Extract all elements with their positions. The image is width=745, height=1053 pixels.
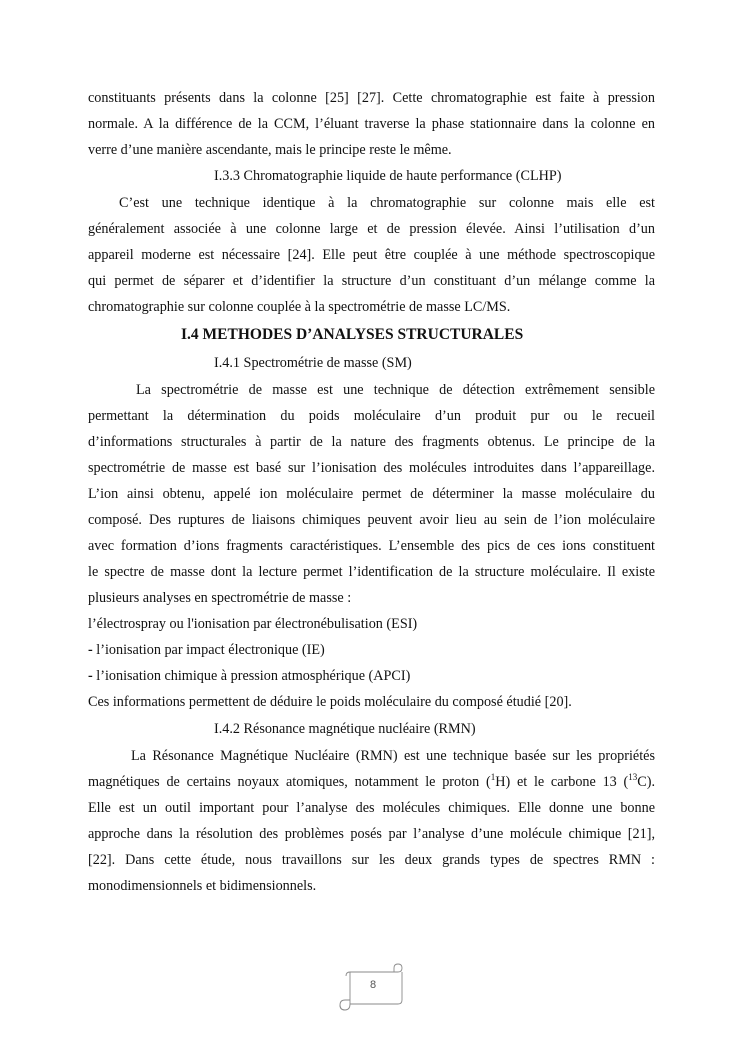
paragraph-line: le spectre de masse dont la lecture permet l’identification de la structure moléculaire. Il existe [88, 564, 655, 580]
paragraph-line: composé. Des ruptures de liaisons chimiques peuvent avoir lieu au sein de l’ion moléculaire [88, 512, 655, 528]
list-item [88, 666, 655, 686]
paragraph-line: qui permet de séparer et d’identifier la structure d’un constituant d’un mélange comme la [88, 273, 655, 289]
paragraph-line: L’ion ainsi obtenu, appelé ion moléculaire permet de déterminer la masse moléculaire du [88, 486, 655, 502]
paragraph-line: monodimensionnels et bidimensionnels. [88, 878, 317, 894]
paragraph-line: chromatographie sur colonne couplée à la spectrométrie de masse LC/MS. [88, 299, 511, 315]
page-number: 8 [369, 979, 377, 991]
paragraph-line: plusieurs analyses en spectrométrie de masse : [88, 590, 352, 606]
dash-marker: - [88, 668, 93, 684]
list-item-text: l’ionisation par impact électronique (IE) [96, 642, 325, 658]
paragraph-line: C’est une technique identique à la chromatographie sur colonne mais elle est [119, 195, 655, 211]
list-item-text: l’ionisation chimique à pression atmosphérique (APCI) [96, 668, 411, 684]
superscript: 1 [490, 772, 496, 782]
paragraph-line: généralement associée à une colonne large et de pression élevée. Ainsi l’utilisation d’un [88, 221, 655, 237]
paragraph-line: approche dans la résolution des problèmes posés par l’analyse d’une molécule chimique [21], [88, 826, 655, 842]
paragraph-line: appareil moderne est nécessaire [24]. Elle peut être couplée à une méthode spectroscopique [88, 247, 655, 263]
dash-marker: - [88, 642, 93, 658]
paragraph-line: constituants présents dans la colonne [25] [27]. Cette chromatographie est faite à pression [88, 90, 655, 106]
paragraph-line: spectrométrie de masse est basé sur l’ionisation des molécules introduites dans l’appareillage. [88, 460, 655, 476]
paragraph-line: verre d’une manière ascendante, mais le principe reste le même. [88, 142, 452, 158]
list-item [88, 640, 655, 660]
section-title-sm: I.4.1 Spectrométrie de masse (SM) [214, 355, 412, 371]
paragraph-line: permettant la détermination du poids moléculaire d’un produit pur ou le recueil [88, 408, 655, 424]
list-item [88, 614, 655, 634]
paragraph-line: Elle est un outil important pour l’analyse des molécules chimiques. Elle donne une bonne [88, 800, 655, 816]
paragraph-line: avec formation d’ions fragments caractéristiques. L’ensemble des pics de ces ions constituent [88, 538, 655, 554]
paragraph-line: La spectrométrie de masse est une technique de détection extrêmement sensible [136, 382, 655, 398]
paragraph-line: magnétiques de certains noyaux atomiques, notamment le proton ($^1$H) et le carbone 13 ($^{13}$C). [88, 772, 655, 790]
paragraph-line: Ces informations permettent de déduire le poids moléculaire du composé étudié [20]. [88, 694, 572, 710]
page-number-scroll [336, 960, 410, 1014]
section-title-clhp: I.3.3 Chromatographie liquide de haute performance (CLHP) [214, 168, 562, 184]
section-title-rmn: I.4.2 Résonance magnétique nucléaire (RMN) [214, 721, 476, 737]
superscript: 13 [628, 772, 638, 782]
paragraph-line: d’informations structurales à partir de la nature des fragments obtenus. Le principe de la [88, 434, 655, 450]
list-item-text: l’électrospray ou l'ionisation par électronébulisation (ESI) [88, 616, 418, 632]
paragraph-line: [22]. Dans cette étude, nous travaillons sur les deux grands types de spectres RMN : [88, 852, 655, 868]
paragraph-line: normale. A la différence de la CCM, l’éluant traverse la phase stationnaire dans la colonne en [88, 116, 655, 132]
paragraph-line: La Résonance Magnétique Nucléaire (RMN) est une technique basée sur les propriétés [131, 748, 655, 764]
section-heading: I.4 METHODES D’ANALYSES STRUCTURALES [181, 326, 524, 343]
